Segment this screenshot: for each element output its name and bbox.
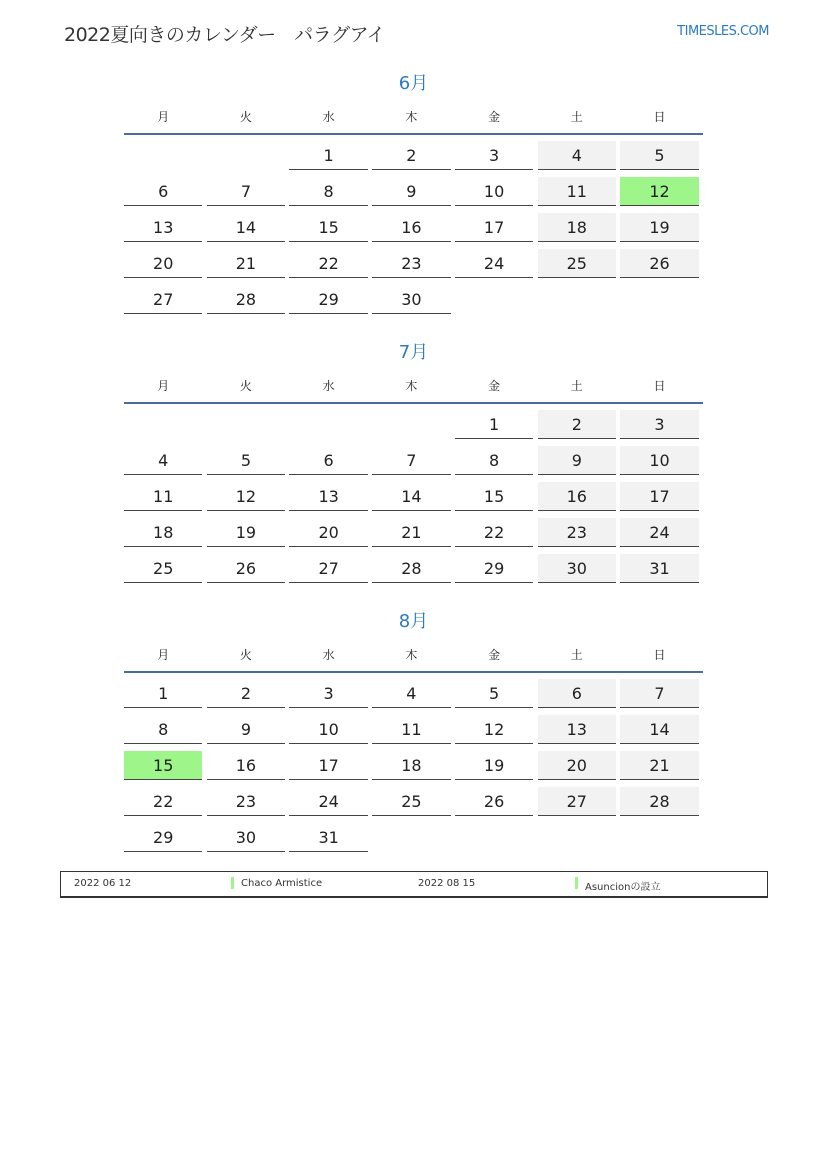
day-cell[interactable]: 23 [538,518,616,547]
day-cell[interactable]: 2 [207,679,285,708]
day-cell[interactable]: 25 [372,787,450,816]
weekday-label: 日 [653,648,666,662]
day-cell[interactable]: 23 [372,249,450,278]
day-cell[interactable]: 21 [620,751,698,780]
empty-cell [372,823,450,852]
weekday-label: 水 [322,110,335,124]
holiday-marker [231,877,234,889]
day-cell[interactable]: 23 [207,787,285,816]
day-cell[interactable]: 12 [207,482,285,511]
day-cell[interactable]: 26 [455,787,533,816]
day-cell[interactable]: 6 [538,679,616,708]
empty-cell [372,410,450,439]
day-cell[interactable]: 31 [620,554,698,583]
day-cell[interactable]: 14 [372,482,450,511]
empty-cell [538,823,616,852]
day-cell[interactable]: 5 [620,141,698,170]
day-cell[interactable]: 30 [538,554,616,583]
day-cell[interactable]: 20 [289,518,367,547]
day-cell[interactable]: 8 [124,715,202,744]
empty-cell [207,141,285,170]
day-cell[interactable]: 6 [289,446,367,475]
week-row [124,781,703,817]
day-cell[interactable]: 17 [289,751,367,780]
empty-cell [207,410,285,439]
day-cell[interactable]: 3 [620,410,698,439]
month-title: 7月 [398,342,429,363]
day-cell[interactable]: 6 [124,177,202,206]
weekday-label: 火 [239,648,252,662]
day-cell[interactable]: 16 [372,213,450,242]
week-row [124,135,703,171]
weekday-label: 金 [488,110,501,124]
day-cell[interactable]: 21 [372,518,450,547]
day-cell[interactable]: 17 [455,213,533,242]
day-cell[interactable]: 15 [455,482,533,511]
day-cell[interactable]: 4 [372,679,450,708]
day-cell[interactable]: 21 [207,249,285,278]
holiday-legend [60,871,768,898]
weekday-label: 日 [653,110,666,124]
day-cell[interactable]: 16 [207,751,285,780]
day-cell[interactable]: 4 [124,446,202,475]
day-cell[interactable]: 27 [538,787,616,816]
day-cell[interactable]: 5 [207,446,285,475]
day-cell[interactable]: 9 [538,446,616,475]
day-cell[interactable]: 19 [620,213,698,242]
empty-cell [124,410,202,439]
week-row [124,171,703,207]
day-cell[interactable]: 26 [207,554,285,583]
day-cell[interactable]: 27 [289,554,367,583]
day-cell[interactable]: 3 [455,141,533,170]
day-cell[interactable]: 22 [455,518,533,547]
week-row [124,476,703,512]
day-cell[interactable]: 9 [207,715,285,744]
weekday-label: 月 [157,110,170,124]
week-row [124,817,703,853]
empty-cell [620,823,698,852]
day-cell[interactable]: 13 [538,715,616,744]
day-cell[interactable]: 12 [620,177,698,206]
day-cell[interactable]: 11 [538,177,616,206]
weekday-label: 水 [322,379,335,393]
weekday-label: 火 [239,379,252,393]
day-cell[interactable]: 25 [538,249,616,278]
week-row [124,673,703,709]
holiday-name: Chaco Armistice [241,878,323,889]
day-cell[interactable]: 2 [538,410,616,439]
holiday-name: Asuncionの設立 [585,882,661,893]
day-cell[interactable]: 30 [372,285,450,314]
weekday-label: 水 [322,648,335,662]
weekday-label: 火 [239,110,252,124]
weekday-label: 木 [405,648,418,662]
day-cell[interactable]: 15 [289,213,367,242]
weekday-label: 金 [488,648,501,662]
week-row [124,709,703,745]
weekday-header [124,368,703,404]
day-cell[interactable]: 28 [207,285,285,314]
week-row [124,243,703,279]
weekday-label: 土 [570,110,583,124]
day-cell[interactable]: 18 [124,518,202,547]
day-cell[interactable]: 30 [207,823,285,852]
day-cell[interactable]: 24 [289,787,367,816]
day-cell[interactable]: 17 [620,482,698,511]
week-row [124,279,703,315]
day-cell[interactable]: 13 [289,482,367,511]
weekday-label: 木 [405,379,418,393]
day-cell[interactable]: 18 [538,213,616,242]
day-cell[interactable]: 1 [289,141,367,170]
empty-cell [538,285,616,314]
weekday-label: 土 [570,648,583,662]
day-cell[interactable]: 8 [455,446,533,475]
day-cell[interactable]: 13 [124,213,202,242]
day-cell[interactable]: 7 [620,679,698,708]
day-cell[interactable]: 27 [124,285,202,314]
page-title: 2022夏向きのカレンダー パラグアイ [64,24,385,46]
day-cell[interactable]: 25 [124,554,202,583]
day-cell[interactable]: 29 [455,554,533,583]
weekday-label: 日 [653,379,666,393]
day-cell[interactable]: 22 [124,787,202,816]
holiday-date: 2022 06 12 [74,878,132,889]
day-cell[interactable]: 1 [455,410,533,439]
day-cell[interactable]: 12 [455,715,533,744]
day-cell[interactable]: 4 [538,141,616,170]
day-cell[interactable]: 16 [538,482,616,511]
week-row [124,440,703,476]
day-cell[interactable]: 31 [289,823,367,852]
week-row [124,745,703,781]
empty-cell [455,823,533,852]
empty-cell [455,285,533,314]
day-cell[interactable]: 7 [372,446,450,475]
day-cell[interactable]: 26 [620,249,698,278]
empty-cell [620,285,698,314]
holiday-marker [575,877,578,889]
week-row [124,207,703,243]
weekday-label: 金 [488,379,501,393]
month-block [124,338,703,584]
day-cell[interactable]: 14 [620,715,698,744]
day-cell[interactable]: 19 [455,751,533,780]
weekday-label: 月 [157,648,170,662]
day-cell[interactable]: 7 [207,177,285,206]
day-cell[interactable]: 1 [124,679,202,708]
day-cell[interactable]: 28 [620,787,698,816]
month-title: 6月 [398,73,429,94]
weekday-header [124,99,703,135]
day-cell[interactable]: 24 [455,249,533,278]
day-cell[interactable]: 5 [455,679,533,708]
day-cell[interactable]: 28 [372,554,450,583]
day-cell[interactable]: 11 [372,715,450,744]
day-cell[interactable]: 8 [289,177,367,206]
day-cell[interactable]: 11 [124,482,202,511]
holiday-date: 2022 08 15 [418,878,476,889]
weekday-label: 月 [157,379,170,393]
empty-cell [124,141,202,170]
site-link[interactable]: TIMESLES.COM [677,24,769,39]
day-cell[interactable]: 10 [620,446,698,475]
day-cell[interactable]: 10 [289,715,367,744]
weekday-label: 土 [570,379,583,393]
day-cell[interactable]: 14 [207,213,285,242]
day-cell[interactable]: 24 [620,518,698,547]
day-cell[interactable]: 20 [124,249,202,278]
empty-cell [289,410,367,439]
weekday-header [124,637,703,673]
day-cell[interactable]: 18 [372,751,450,780]
month-title: 8月 [398,611,429,632]
day-cell[interactable]: 22 [289,249,367,278]
day-cell[interactable]: 29 [124,823,202,852]
day-cell[interactable]: 10 [455,177,533,206]
day-cell[interactable]: 19 [207,518,285,547]
week-row [124,512,703,548]
day-cell[interactable]: 2 [372,141,450,170]
day-cell[interactable]: 15 [124,751,202,780]
weekday-label: 木 [405,110,418,124]
day-cell[interactable]: 3 [289,679,367,708]
week-row [124,404,703,440]
day-cell[interactable]: 9 [372,177,450,206]
day-cell[interactable]: 20 [538,751,616,780]
week-row [124,548,703,584]
month-block [124,607,703,853]
month-block [124,69,703,315]
day-cell[interactable]: 29 [289,285,367,314]
